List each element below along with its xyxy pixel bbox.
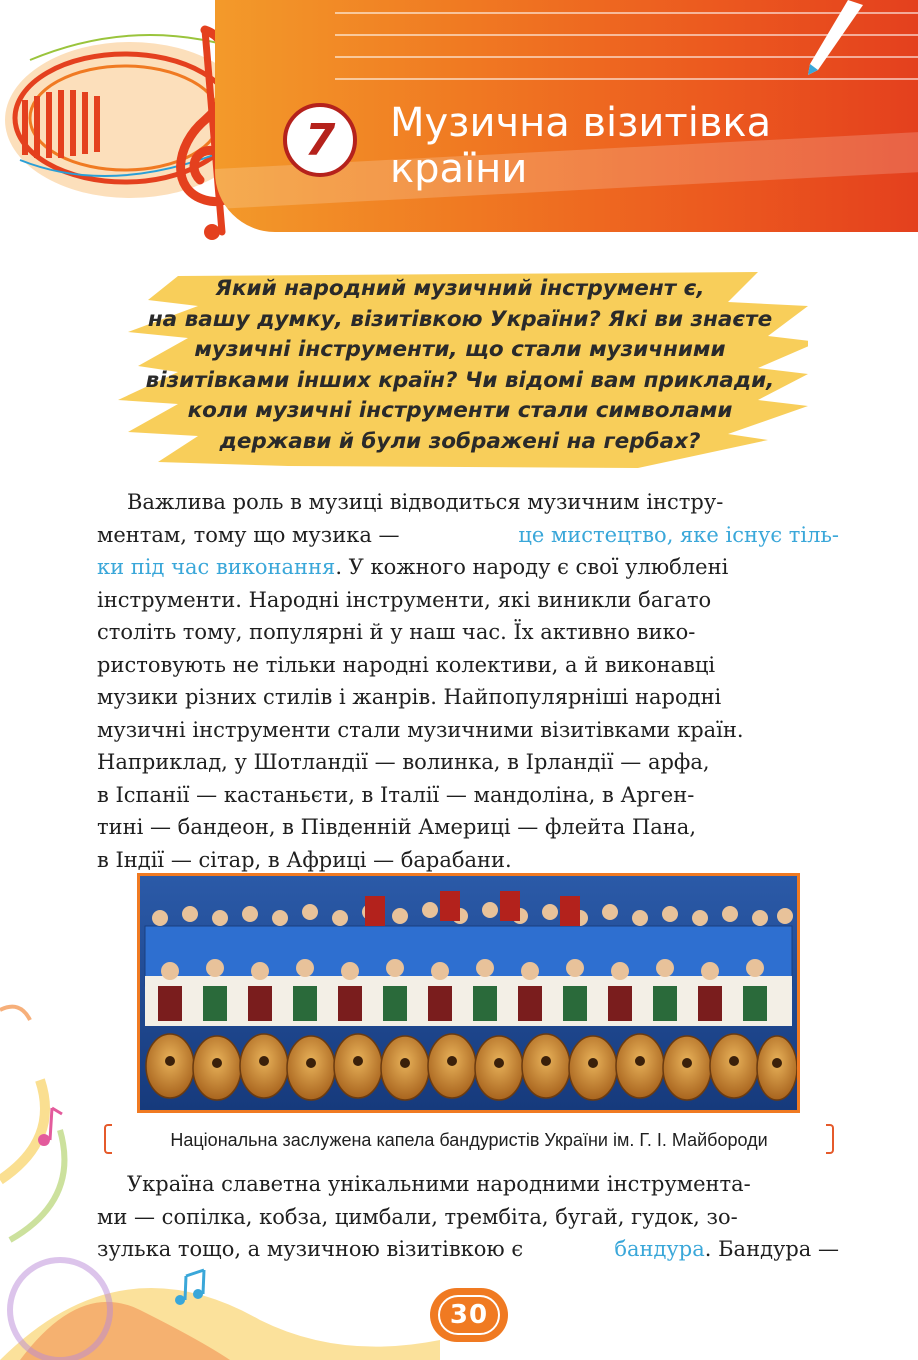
page-title <box>390 100 870 192</box>
highlighted-term: бандура <box>614 1237 705 1261</box>
text-segment: . Бандура — <box>704 1237 839 1261</box>
text-segment <box>614 1233 839 1266</box>
text-line: музичні інструменти стали музичними візитівками країн. <box>97 717 744 742</box>
text-line: ми — сопілка, кобза, цимбали, трембіта, бугай, гудок, зо- <box>97 1204 738 1229</box>
text-line <box>97 519 839 552</box>
text-segment: . У кожного народу є свої улюблені <box>335 555 729 579</box>
footer-decoration <box>0 980 440 1360</box>
text-line: в Індії — сітар, в Африці — барабани. <box>97 847 512 872</box>
text-line: століть тому, популярні й у наш час. Їх активно вико- <box>97 620 696 644</box>
question-line: коли музичні інструменти стали символами <box>187 398 733 424</box>
text-line: Україна славетна унікальними народними інструмента- <box>127 1172 751 1196</box>
question-line: на вашу думку, візитівкою України? Які ви знаєте <box>147 306 773 332</box>
pencil-icon <box>788 0 868 80</box>
question-line: музичні інструменти, що стали музичними <box>194 337 726 363</box>
text-line: в Іспанії — кастаньєти, в Італії — мандоліна, в Арген- <box>97 782 695 807</box>
text-line: ристовують не тільки народні колективи, а й виконавці <box>97 652 716 677</box>
text-line: музики різних стилів і жанрів. Найпопулярніші народні <box>97 685 722 709</box>
page-number-badge <box>430 1288 508 1342</box>
lesson-number: 7 <box>283 103 357 177</box>
title-line: країни <box>390 146 528 192</box>
text-line <box>97 551 839 584</box>
text-segment <box>97 551 728 584</box>
title-line: Музична візитівка <box>390 100 772 146</box>
caption-bracket-right <box>826 1124 834 1154</box>
caption-text: Національна заслужена капела бандуристів України ім. Г. І. Майбороди <box>170 1130 768 1150</box>
text-line: Наприклад, у Шотландії — волинка, в Ірландії — арфа, <box>97 750 710 774</box>
text-line: Важлива роль в музиці відводиться музичним інстру- <box>127 490 724 514</box>
text-line: тині — бандеон, в Південній Америці — флейта Пана, <box>97 815 696 839</box>
intro-question <box>120 274 800 458</box>
text-line: інструменти. Народні інструменти, які виникли багато <box>97 587 712 612</box>
question-line: держави й були зображені на гербах? <box>219 428 701 454</box>
question-line: Який народний музичний інструмент є, <box>215 276 705 301</box>
question-line: візитівками інших країн? Чи відомі вам приклади, <box>145 367 775 393</box>
paragraph-1 <box>97 486 839 876</box>
text-segment: зулька тощо, а музичною візитівкою є <box>97 1237 524 1261</box>
text-segment: ментам, тому що музика — <box>97 522 400 547</box>
page-number: 30 <box>438 1295 500 1335</box>
highlighted-term: це мистецтво, яке існує тіль- <box>518 522 839 547</box>
highlighted-term: ки під час виконання <box>97 555 336 579</box>
